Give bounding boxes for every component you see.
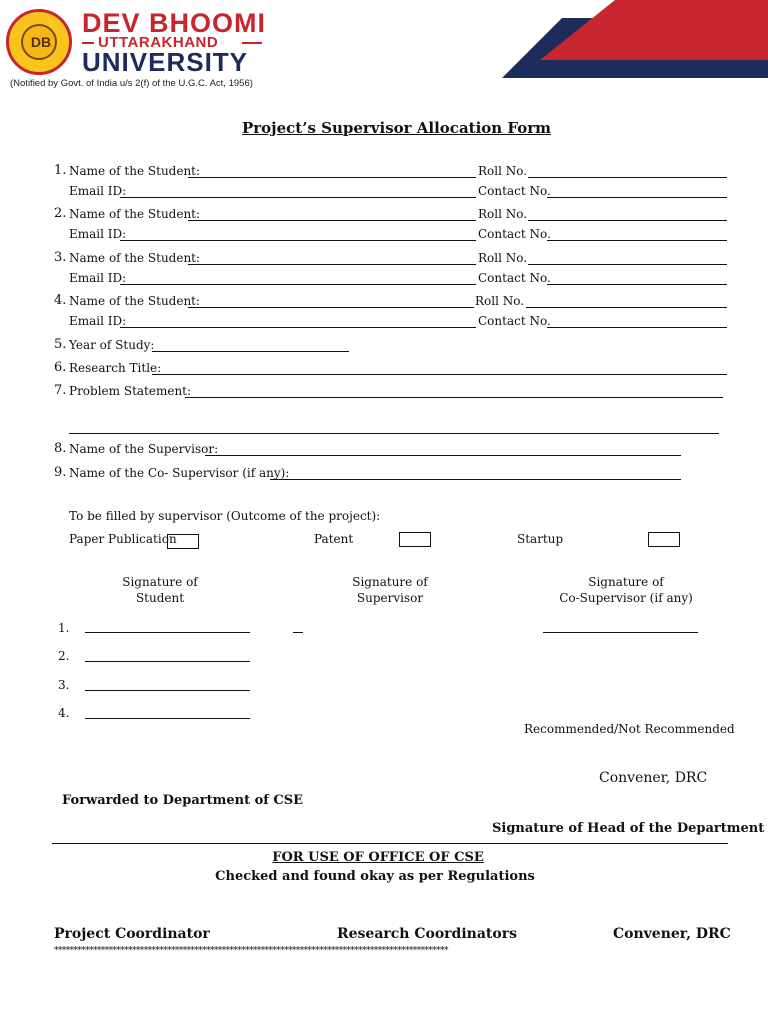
office-divider	[52, 843, 728, 844]
logo-monogram: DB	[30, 34, 52, 50]
brand-dev-bhoomi: DEV BHOOMI	[82, 8, 267, 38]
student-4-contact-label: Contact No.	[478, 314, 551, 328]
header-banner-graphic	[450, 0, 768, 80]
sig-row-3-number: 3.	[58, 678, 70, 692]
student-4-email-field[interactable]	[120, 327, 476, 328]
convener-drc-text: Convener, DRC	[599, 770, 708, 786]
sig-student-1-field[interactable]	[85, 632, 250, 633]
problem-field-line-1[interactable]	[185, 397, 723, 398]
student-3-roll-label: Roll No.	[478, 251, 528, 265]
sig-co-heading-1: Signature of	[588, 575, 664, 589]
co-supervisor-label: Name of the Co- Supervisor (if any):	[69, 466, 290, 480]
office-checked-text: Checked and found okay as per Regulations	[215, 869, 535, 884]
sig-supervisor-heading-1: Signature of	[352, 575, 428, 589]
sig-supervisor-field[interactable]	[293, 632, 303, 633]
brand-rule-right	[242, 42, 262, 44]
outcome-patent-checkbox[interactable]	[399, 532, 431, 547]
supervisor-field[interactable]	[205, 455, 681, 456]
recommended-text: Recommended/Not Recommended	[524, 722, 735, 736]
student-1-contact-field[interactable]	[547, 197, 727, 198]
student-2-roll-field[interactable]	[528, 220, 727, 221]
student-4-contact-field[interactable]	[547, 327, 727, 328]
student-4-number: 4.	[54, 293, 67, 308]
research-coordinators-text: Research Coordinators	[337, 926, 517, 942]
problem-number: 7.	[54, 383, 67, 398]
supervisor-number: 8.	[54, 441, 67, 456]
outcome-paper-label: Paper Publication	[69, 532, 177, 546]
student-2-roll-label: Roll No.	[478, 207, 528, 221]
outcome-label: To be filled by supervisor (Outcome of the project):	[69, 509, 381, 523]
university-logo	[6, 9, 72, 75]
student-3-contact-label: Contact No.	[478, 271, 551, 285]
student-2-contact-field[interactable]	[547, 240, 727, 241]
student-3-name-field[interactable]	[188, 264, 476, 265]
student-1-name-field[interactable]	[188, 177, 476, 178]
student-1-roll-field[interactable]	[528, 177, 727, 178]
hod-signature-text: Signature of Head of the Department	[492, 821, 765, 836]
sig-co-heading-2: Co-Supervisor (if any)	[559, 591, 693, 605]
brand-uttarakhand: UTTARAKHAND	[98, 34, 219, 51]
sig-student-heading-1: Signature of	[122, 575, 198, 589]
office-heading: FOR USE OF OFFICE OF CSE	[272, 850, 484, 865]
sig-student-4-field[interactable]	[85, 718, 250, 719]
student-2-email-field[interactable]	[120, 240, 476, 241]
sig-student-heading-2: Student	[135, 591, 185, 605]
brand-university: UNIVERSITY	[82, 47, 249, 77]
student-1-roll-label: Roll No.	[478, 164, 528, 178]
form-title: Project’s Supervisor Allocation Form	[242, 119, 552, 137]
outcome-patent-label: Patent	[314, 532, 354, 546]
student-2-name-label: Name of the Student:	[69, 207, 201, 221]
research-title-number: 6.	[54, 360, 67, 375]
student-1-email-label: Email ID:	[69, 184, 127, 198]
student-4-name-field[interactable]	[188, 307, 474, 308]
sig-student-2-field[interactable]	[85, 661, 250, 662]
sig-student-3-field[interactable]	[85, 690, 250, 691]
outcome-startup-label: Startup	[517, 532, 564, 546]
student-2-number: 2.	[54, 206, 67, 221]
student-3-email-field[interactable]	[120, 284, 476, 285]
research-title-field[interactable]	[152, 374, 727, 375]
student-3-number: 3.	[54, 250, 67, 265]
outcome-paper-checkbox[interactable]	[167, 534, 199, 549]
year-number: 5.	[54, 337, 67, 352]
problem-label: Problem Statement:	[69, 384, 192, 398]
student-3-contact-field[interactable]	[547, 284, 727, 285]
problem-field-line-2[interactable]	[69, 433, 719, 434]
sig-co-supervisor-field[interactable]	[543, 632, 698, 633]
student-2-contact-label: Contact No.	[478, 227, 551, 241]
student-2-email-label: Email ID:	[69, 227, 127, 241]
year-field[interactable]	[152, 351, 349, 352]
student-1-contact-label: Contact No.	[478, 184, 551, 198]
project-coordinator-text: Project Coordinator	[54, 926, 210, 942]
supervisor-label: Name of the Supervisor:	[69, 442, 219, 456]
student-1-number: 1.	[54, 163, 67, 178]
year-label: Year of Study:	[69, 338, 155, 352]
student-4-roll-field[interactable]	[526, 307, 727, 308]
student-3-email-label: Email ID:	[69, 271, 127, 285]
student-1-name-label: Name of the Student:	[69, 164, 201, 178]
sig-row-4-number: 4.	[58, 706, 70, 720]
brand-rule-left	[82, 42, 94, 44]
forwarded-text: Forwarded to Department of CSE	[62, 793, 304, 808]
star-separator: *****************************************************************************************************	[54, 946, 448, 956]
office-convener-text: Convener, DRC	[613, 926, 731, 942]
notified-text: (Notified by Govt. of India u/s 2(f) of the U.G.C. Act, 1956)	[10, 78, 253, 89]
student-3-roll-field[interactable]	[528, 264, 727, 265]
co-supervisor-number: 9.	[54, 465, 67, 480]
sig-row-2-number: 2.	[58, 649, 70, 663]
student-4-name-label: Name of the Student:	[69, 294, 201, 308]
student-4-roll-label: Roll No.	[475, 294, 525, 308]
sig-row-1-number: 1.	[58, 621, 70, 635]
student-2-name-field[interactable]	[188, 220, 476, 221]
outcome-startup-checkbox[interactable]	[648, 532, 680, 547]
student-3-name-label: Name of the Student:	[69, 251, 201, 265]
sig-supervisor-heading-2: Supervisor	[356, 591, 424, 605]
research-title-label: Research Title:	[69, 361, 162, 375]
co-supervisor-field[interactable]	[270, 479, 681, 480]
student-1-email-field[interactable]	[120, 197, 476, 198]
student-4-email-label: Email ID:	[69, 314, 127, 328]
